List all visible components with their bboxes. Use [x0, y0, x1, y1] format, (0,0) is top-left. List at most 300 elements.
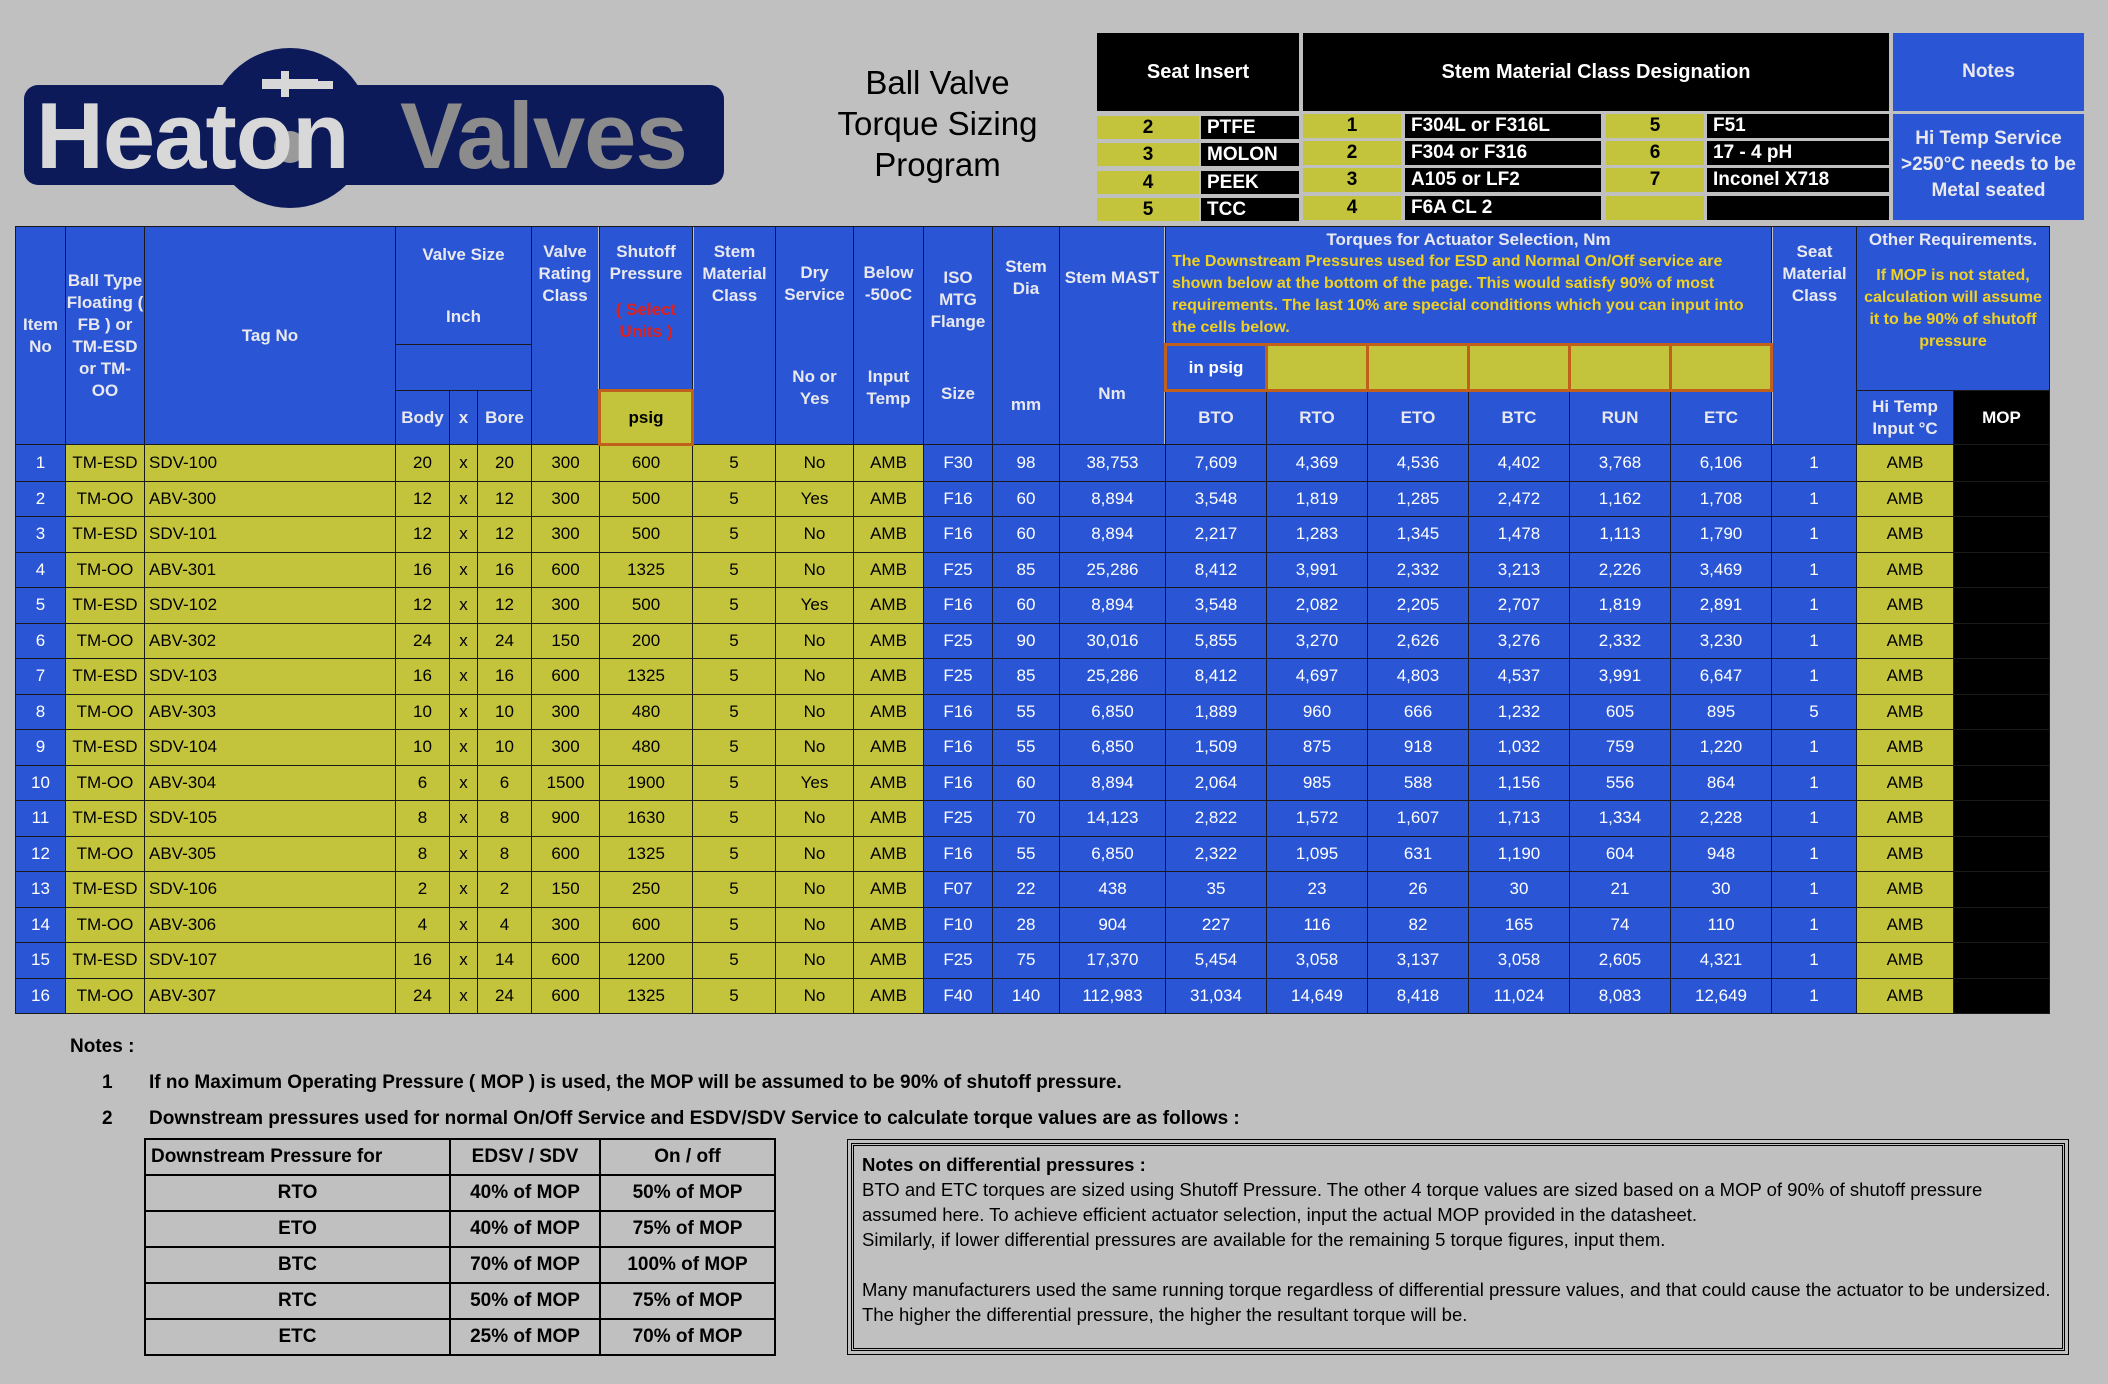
seat-material-cell[interactable]: 1: [1772, 907, 1857, 943]
stem-material-cell[interactable]: 5: [693, 836, 776, 872]
eto-cell: 1,285: [1368, 481, 1469, 517]
seat-material-cell[interactable]: 1: [1772, 836, 1857, 872]
valve-size-label: Valve Size: [422, 244, 505, 264]
tag-no-cell[interactable]: ABV-300: [145, 481, 396, 517]
shutoff-pressure-cell[interactable]: 500: [600, 481, 693, 517]
stem-dia-cell: 60: [993, 481, 1060, 517]
stem-mast-cell: 8,894: [1060, 765, 1166, 801]
mop-input-cell[interactable]: [1954, 872, 2050, 908]
etc-cell: 6,647: [1671, 659, 1772, 695]
input-temp-cell[interactable]: AMB: [854, 943, 924, 979]
hi-temp-cell[interactable]: AMB: [1857, 801, 1954, 837]
shutoff-pressure-cell[interactable]: 1325: [600, 659, 693, 695]
bto-cell: 5,454: [1166, 943, 1267, 979]
hi-temp-cell[interactable]: AMB: [1857, 517, 1954, 553]
dry-service-cell[interactable]: No: [776, 694, 854, 730]
bore-size-cell[interactable]: 6: [478, 765, 532, 801]
shutoff-pressure-cell[interactable]: 1325: [600, 552, 693, 588]
ball-type-cell[interactable]: TM-OO: [66, 907, 145, 943]
stem-material-cell[interactable]: 5: [693, 978, 776, 1014]
stem-material-cell[interactable]: 5: [693, 943, 776, 979]
mop-input-cell[interactable]: [1954, 765, 2050, 801]
size-x-cell: x: [450, 872, 478, 908]
body-size-cell[interactable]: 24: [396, 623, 450, 659]
shutoff-pressure-cell[interactable]: 600: [600, 907, 693, 943]
run-cell: 3,991: [1570, 659, 1671, 695]
hi-temp-cell[interactable]: AMB: [1857, 836, 1954, 872]
input-temp-cell[interactable]: AMB: [854, 836, 924, 872]
shutoff-pressure-cell[interactable]: 480: [600, 730, 693, 766]
tag-no-cell[interactable]: ABV-304: [145, 765, 396, 801]
shutoff-pressure-cell[interactable]: 1200: [600, 943, 693, 979]
dry-service-cell[interactable]: No: [776, 730, 854, 766]
seat-material-cell[interactable]: 1: [1772, 588, 1857, 624]
eto-cell: 631: [1368, 836, 1469, 872]
valve-rating-cell[interactable]: 300: [532, 694, 600, 730]
mop-input-cell[interactable]: [1954, 552, 2050, 588]
input-temp-cell[interactable]: AMB: [854, 481, 924, 517]
stem-mast-label: Stem MAST: [1064, 267, 1160, 287]
dp-row: [145, 1211, 775, 1247]
notes-box-header: Notes: [1893, 33, 2084, 111]
stem-material-cell[interactable]: 5: [693, 623, 776, 659]
dp-header-cell: Downstream Pressure for: [145, 1139, 450, 1175]
body-size-cell[interactable]: 10: [396, 694, 450, 730]
tag-no-cell[interactable]: SDV-104: [145, 730, 396, 766]
stem-material-cell[interactable]: 5: [693, 872, 776, 908]
body-size-cell[interactable]: 20: [396, 445, 450, 482]
seat-material-cell[interactable]: 1: [1772, 445, 1857, 482]
eto-cell: 4,803: [1368, 659, 1469, 695]
hi-temp-cell[interactable]: AMB: [1857, 623, 1954, 659]
ball-type-cell[interactable]: TM-ESD: [66, 445, 145, 482]
dp-header-cell: On / off: [600, 1139, 775, 1175]
etc-psig-input[interactable]: [1671, 345, 1772, 391]
no-or-yes-label: No or Yes: [792, 366, 837, 408]
seat-material-cell[interactable]: 1: [1772, 481, 1857, 517]
app-title-line3: Program: [874, 146, 1001, 183]
seat-insert-name: TCC: [1201, 198, 1299, 221]
table-row: [16, 730, 2050, 766]
bore-size-cell[interactable]: 16: [478, 659, 532, 695]
shutoff-pressure-cell[interactable]: 1325: [600, 836, 693, 872]
bore-size-cell[interactable]: 16: [478, 552, 532, 588]
ball-type-cell[interactable]: TM-ESD: [66, 872, 145, 908]
shutoff-pressure-cell[interactable]: 1900: [600, 765, 693, 801]
input-temp-cell[interactable]: AMB: [854, 694, 924, 730]
valve-rating-cell[interactable]: 600: [532, 659, 600, 695]
stem-material-cell[interactable]: 5: [693, 907, 776, 943]
valve-rating-cell[interactable]: 900: [532, 801, 600, 837]
stem-material-cell[interactable]: 5: [693, 694, 776, 730]
valve-rating-cell[interactable]: 300: [532, 730, 600, 766]
ball-type-cell[interactable]: TM-OO: [66, 623, 145, 659]
eto-cell: 26: [1368, 872, 1469, 908]
body-size-cell[interactable]: 16: [396, 943, 450, 979]
valve-rating-cell[interactable]: 150: [532, 872, 600, 908]
item-no-cell: 11: [16, 801, 66, 837]
rto-cell: 960: [1267, 694, 1368, 730]
body-size-cell[interactable]: 16: [396, 659, 450, 695]
bore-size-cell[interactable]: 20: [478, 445, 532, 482]
col-mop: MOP: [1954, 391, 2050, 445]
bore-size-cell[interactable]: 10: [478, 730, 532, 766]
mop-input-cell[interactable]: [1954, 694, 2050, 730]
etc-cell: 6,106: [1671, 445, 1772, 482]
dp-cell: RTC: [145, 1283, 450, 1319]
dry-service-cell[interactable]: No: [776, 978, 854, 1014]
body-size-cell[interactable]: 10: [396, 730, 450, 766]
shutoff-pressure-cell[interactable]: 600: [600, 445, 693, 482]
dry-service-cell[interactable]: Yes: [776, 588, 854, 624]
col-bore: Bore: [478, 391, 532, 445]
hi-temp-cell[interactable]: AMB: [1857, 552, 1954, 588]
seat-material-cell[interactable]: 1: [1772, 659, 1857, 695]
mop-input-cell[interactable]: [1954, 943, 2050, 979]
stem-material-cell[interactable]: 5: [693, 517, 776, 553]
dp-cell: ETC: [145, 1319, 450, 1355]
stem-material-cell[interactable]: 5: [693, 659, 776, 695]
body-size-cell[interactable]: 12: [396, 588, 450, 624]
shutoff-pressure-cell[interactable]: 1325: [600, 978, 693, 1014]
dp-cell: 75% of MOP: [600, 1283, 775, 1319]
run-cell: 605: [1570, 694, 1671, 730]
body-size-cell[interactable]: 6: [396, 765, 450, 801]
stem-dia-cell: 60: [993, 588, 1060, 624]
dp-cell: ETO: [145, 1211, 450, 1247]
seat-material-cell[interactable]: 1: [1772, 623, 1857, 659]
ball-type-cell[interactable]: TM-OO: [66, 765, 145, 801]
table-row: [16, 943, 2050, 979]
mop-input-cell[interactable]: [1954, 623, 2050, 659]
tag-no-cell[interactable]: SDV-105: [145, 801, 396, 837]
eto-psig-input[interactable]: [1368, 345, 1469, 391]
seat-material-cell[interactable]: 1: [1772, 765, 1857, 801]
stem-material-cell[interactable]: 5: [693, 552, 776, 588]
valve-rating-cell[interactable]: 1500: [532, 765, 600, 801]
valve-rating-cell[interactable]: 600: [532, 836, 600, 872]
rto-cell: 875: [1267, 730, 1368, 766]
rto-cell: 4,369: [1267, 445, 1368, 482]
bore-size-cell[interactable]: 24: [478, 623, 532, 659]
seat-material-cell[interactable]: 1: [1772, 872, 1857, 908]
input-temp-cell[interactable]: AMB: [854, 588, 924, 624]
dry-service-cell[interactable]: No: [776, 907, 854, 943]
eto-cell: 2,332: [1368, 552, 1469, 588]
tag-no-cell[interactable]: SDV-107: [145, 943, 396, 979]
mop-input-cell[interactable]: [1954, 588, 2050, 624]
seat-material-cell[interactable]: 1: [1772, 943, 1857, 979]
dry-service-cell[interactable]: Yes: [776, 765, 854, 801]
dry-service-label: Dry Service: [784, 262, 845, 304]
hi-temp-cell[interactable]: AMB: [1857, 694, 1954, 730]
run-cell: 759: [1570, 730, 1671, 766]
input-temp-cell[interactable]: AMB: [854, 872, 924, 908]
stem-material-cell[interactable]: 5: [693, 765, 776, 801]
ball-type-cell[interactable]: TM-ESD: [66, 730, 145, 766]
ball-type-cell[interactable]: TM-ESD: [66, 517, 145, 553]
mm-label: mm: [1010, 394, 1042, 414]
dry-service-cell[interactable]: No: [776, 872, 854, 908]
bore-size-cell[interactable]: 12: [478, 517, 532, 553]
stem-dia-cell: 55: [993, 694, 1060, 730]
btc-cell: 1,478: [1469, 517, 1570, 553]
seat-material-cell[interactable]: 1: [1772, 978, 1857, 1014]
col-stem-mast: [1060, 227, 1166, 445]
stem-mast-cell: 17,370: [1060, 943, 1166, 979]
dry-service-cell[interactable]: No: [776, 801, 854, 837]
eto-cell: 2,626: [1368, 623, 1469, 659]
input-temp-cell[interactable]: AMB: [854, 445, 924, 482]
stem-dia-cell: 75: [993, 943, 1060, 979]
ball-type-cell[interactable]: TM-ESD: [66, 588, 145, 624]
bore-size-cell[interactable]: 12: [478, 588, 532, 624]
tag-no-cell[interactable]: SDV-100: [145, 445, 396, 482]
valve-rating-cell[interactable]: 300: [532, 481, 600, 517]
col-eto: ETO: [1368, 391, 1469, 445]
mop-input-cell[interactable]: [1954, 659, 2050, 695]
dry-service-cell[interactable]: No: [776, 943, 854, 979]
mop-input-cell[interactable]: [1954, 978, 2050, 1014]
mop-input-cell[interactable]: [1954, 907, 2050, 943]
stem-material-cell[interactable]: 5: [693, 445, 776, 482]
shutoff-pressure-cell[interactable]: 500: [600, 517, 693, 553]
input-temp-cell[interactable]: AMB: [854, 517, 924, 553]
rto-psig-input[interactable]: [1267, 345, 1368, 391]
btc-cell: 3,213: [1469, 552, 1570, 588]
dry-service-cell[interactable]: Yes: [776, 481, 854, 517]
input-temp-cell[interactable]: AMB: [854, 659, 924, 695]
col-stem-dia: [993, 227, 1060, 445]
stem-material-cell[interactable]: 5: [693, 801, 776, 837]
tag-no-cell[interactable]: ABV-302: [145, 623, 396, 659]
ball-type-cell[interactable]: TM-OO: [66, 836, 145, 872]
tag-no-cell[interactable]: ABV-303: [145, 694, 396, 730]
iso-flange-cell: F16: [924, 588, 993, 624]
hi-temp-cell[interactable]: AMB: [1857, 588, 1954, 624]
seat-insert-num: 3: [1097, 143, 1199, 166]
ball-type-cell[interactable]: TM-ESD: [66, 659, 145, 695]
run-cell: 2,226: [1570, 552, 1671, 588]
valve-rating-cell[interactable]: 300: [532, 907, 600, 943]
mop-input-cell[interactable]: [1954, 801, 2050, 837]
item-no-cell: 3: [16, 517, 66, 553]
dp-cell: 70% of MOP: [600, 1319, 775, 1355]
mop-input-cell[interactable]: [1954, 836, 2050, 872]
body-size-cell[interactable]: 12: [396, 517, 450, 553]
stem-dia-cell: 55: [993, 730, 1060, 766]
hi-temp-cell[interactable]: AMB: [1857, 978, 1954, 1014]
diff-notes-title: Notes on differential pressures :: [862, 1154, 1146, 1175]
bto-cell: 31,034: [1166, 978, 1267, 1014]
ball-type-cell[interactable]: TM-ESD: [66, 943, 145, 979]
bore-size-cell[interactable]: 14: [478, 943, 532, 979]
valve-rating-cell[interactable]: 600: [532, 552, 600, 588]
stem-mast-cell: 8,894: [1060, 517, 1166, 553]
hi-temp-cell[interactable]: AMB: [1857, 765, 1954, 801]
differential-pressure-notes: [851, 1143, 2065, 1351]
shutoff-pressure-cell[interactable]: 500: [600, 588, 693, 624]
item-no-cell: 12: [16, 836, 66, 872]
units-select[interactable]: psig: [600, 391, 693, 445]
input-temp-cell[interactable]: AMB: [854, 907, 924, 943]
run-cell: 1,334: [1570, 801, 1671, 837]
bore-size-cell[interactable]: 4: [478, 907, 532, 943]
tag-no-cell[interactable]: SDV-101: [145, 517, 396, 553]
stem-dia-cell: 85: [993, 659, 1060, 695]
eto-cell: 3,137: [1368, 943, 1469, 979]
hi-temp-cell[interactable]: AMB: [1857, 659, 1954, 695]
col-dry-service: [776, 227, 854, 445]
bto-cell: 2,322: [1166, 836, 1267, 872]
mop-input-cell[interactable]: [1954, 481, 2050, 517]
valve-rating-cell[interactable]: 300: [532, 588, 600, 624]
hi-temp-cell[interactable]: AMB: [1857, 481, 1954, 517]
iso-flange-cell: F16: [924, 836, 993, 872]
logo-word-heaton: Heaton: [36, 83, 349, 188]
dry-service-cell[interactable]: No: [776, 552, 854, 588]
seat-material-cell[interactable]: 1: [1772, 730, 1857, 766]
valve-rating-cell[interactable]: 300: [532, 517, 600, 553]
col-rto: RTO: [1267, 391, 1368, 445]
etc-cell: 1,790: [1671, 517, 1772, 553]
body-size-cell[interactable]: 2: [396, 872, 450, 908]
seat-material-cell[interactable]: 1: [1772, 552, 1857, 588]
tag-no-cell[interactable]: ABV-306: [145, 907, 396, 943]
body-size-cell[interactable]: 4: [396, 907, 450, 943]
shutoff-label: Shutoff Pressure: [609, 242, 683, 283]
bore-size-cell[interactable]: 10: [478, 694, 532, 730]
seat-material-cell[interactable]: 1: [1772, 801, 1857, 837]
run-cell: 1,113: [1570, 517, 1671, 553]
tag-no-cell[interactable]: ABV-305: [145, 836, 396, 872]
bto-cell: 2,217: [1166, 517, 1267, 553]
dry-service-cell[interactable]: No: [776, 623, 854, 659]
input-temp-cell[interactable]: AMB: [854, 552, 924, 588]
tag-no-cell[interactable]: ABV-307: [145, 978, 396, 1014]
shutoff-pressure-cell[interactable]: 200: [600, 623, 693, 659]
body-size-cell[interactable]: 16: [396, 552, 450, 588]
ball-type-cell[interactable]: TM-OO: [66, 552, 145, 588]
dry-service-cell[interactable]: No: [776, 659, 854, 695]
mop-input-cell[interactable]: [1954, 445, 2050, 482]
dry-service-cell[interactable]: No: [776, 517, 854, 553]
rto-cell: 3,991: [1267, 552, 1368, 588]
hi-temp-cell[interactable]: AMB: [1857, 445, 1954, 482]
bore-size-cell[interactable]: 8: [478, 836, 532, 872]
etc-cell: 3,469: [1671, 552, 1772, 588]
col-etc: ETC: [1671, 391, 1772, 445]
dry-service-cell[interactable]: No: [776, 445, 854, 482]
body-size-cell[interactable]: 8: [396, 801, 450, 837]
stem-material-name: 17 - 4 pH: [1707, 141, 1889, 165]
dp-header-cell: EDSV / SDV: [450, 1139, 600, 1175]
mop-input-cell[interactable]: [1954, 517, 2050, 553]
input-temp-cell[interactable]: AMB: [854, 765, 924, 801]
tag-no-cell[interactable]: SDV-102: [145, 588, 396, 624]
app-title-line1: Ball Valve: [865, 64, 1010, 101]
size-x-cell: x: [450, 943, 478, 979]
shutoff-pressure-cell[interactable]: 1630: [600, 801, 693, 837]
bto-cell: 3,548: [1166, 588, 1267, 624]
diff-notes-p2: Similarly, if lower differential pressures are available for the remaining 5 torque figures, input them.: [862, 1229, 1666, 1250]
stem-material-num: 5: [1606, 114, 1704, 138]
iso-flange-cell: F10: [924, 907, 993, 943]
eto-cell: 588: [1368, 765, 1469, 801]
stem-mast-cell: 438: [1060, 872, 1166, 908]
stem-material-name: A105 or LF2: [1405, 168, 1601, 192]
seat-material-cell[interactable]: 5: [1772, 694, 1857, 730]
ball-type-cell[interactable]: TM-OO: [66, 978, 145, 1014]
run-psig-input[interactable]: [1570, 345, 1671, 391]
stem-dia-cell: 90: [993, 623, 1060, 659]
bto-cell: 7,609: [1166, 445, 1267, 482]
hi-temp-note-line1: Hi Temp Service: [1915, 128, 2062, 149]
eto-cell: 666: [1368, 694, 1469, 730]
ball-type-cell[interactable]: TM-ESD: [66, 801, 145, 837]
stem-material-cell[interactable]: 5: [693, 730, 776, 766]
valve-rating-cell[interactable]: 300: [532, 445, 600, 482]
seat-material-cell[interactable]: 1: [1772, 517, 1857, 553]
input-temp-cell[interactable]: AMB: [854, 730, 924, 766]
iso-label: ISO MTG Flange: [930, 267, 986, 331]
shutoff-pressure-cell[interactable]: 480: [600, 694, 693, 730]
stem-mast-cell: 6,850: [1060, 730, 1166, 766]
diff-notes-p3: Many manufacturers used the same running torque regardless of differential pressure values, and that could cause the actuator to be undersized. The higher the differential pressure, the higher the resultant torque will be.: [862, 1279, 2051, 1325]
shutoff-pressure-cell[interactable]: 250: [600, 872, 693, 908]
stem-dia-cell: 55: [993, 836, 1060, 872]
body-size-cell[interactable]: 12: [396, 481, 450, 517]
input-temp-cell[interactable]: AMB: [854, 801, 924, 837]
hi-temp-cell[interactable]: AMB: [1857, 907, 1954, 943]
valve-rating-cell[interactable]: 150: [532, 623, 600, 659]
input-temp-cell[interactable]: AMB: [854, 623, 924, 659]
bore-size-cell[interactable]: 12: [478, 481, 532, 517]
bore-size-cell[interactable]: 2: [478, 872, 532, 908]
tag-no-cell[interactable]: SDV-103: [145, 659, 396, 695]
hi-temp-cell[interactable]: AMB: [1857, 730, 1954, 766]
dry-service-cell[interactable]: No: [776, 836, 854, 872]
bto-cell: 5,855: [1166, 623, 1267, 659]
bore-size-cell[interactable]: 8: [478, 801, 532, 837]
dp-header-row: [145, 1139, 775, 1175]
valve-rating-cell[interactable]: 600: [532, 978, 600, 1014]
tag-no-cell[interactable]: ABV-301: [145, 552, 396, 588]
body-size-cell[interactable]: 24: [396, 978, 450, 1014]
stem-material-cell[interactable]: 5: [693, 481, 776, 517]
body-size-cell[interactable]: 8: [396, 836, 450, 872]
size-x-cell: x: [450, 552, 478, 588]
stem-mast-cell: 8,894: [1060, 588, 1166, 624]
ball-type-cell[interactable]: TM-OO: [66, 694, 145, 730]
hi-temp-cell[interactable]: AMB: [1857, 943, 1954, 979]
input-temp-cell[interactable]: AMB: [854, 978, 924, 1014]
tag-no-cell[interactable]: SDV-106: [145, 872, 396, 908]
mop-input-cell[interactable]: [1954, 730, 2050, 766]
stem-material-cell[interactable]: 5: [693, 588, 776, 624]
run-cell: 74: [1570, 907, 1671, 943]
bore-size-cell[interactable]: 24: [478, 978, 532, 1014]
hi-temp-cell[interactable]: AMB: [1857, 872, 1954, 908]
btc-psig-input[interactable]: [1469, 345, 1570, 391]
col-body: Body: [396, 391, 450, 445]
valve-rating-cell[interactable]: 600: [532, 943, 600, 979]
item-no-cell: 15: [16, 943, 66, 979]
rto-cell: 1,095: [1267, 836, 1368, 872]
ball-type-cell[interactable]: TM-OO: [66, 481, 145, 517]
rto-cell: 2,082: [1267, 588, 1368, 624]
stem-dia-cell: 60: [993, 765, 1060, 801]
